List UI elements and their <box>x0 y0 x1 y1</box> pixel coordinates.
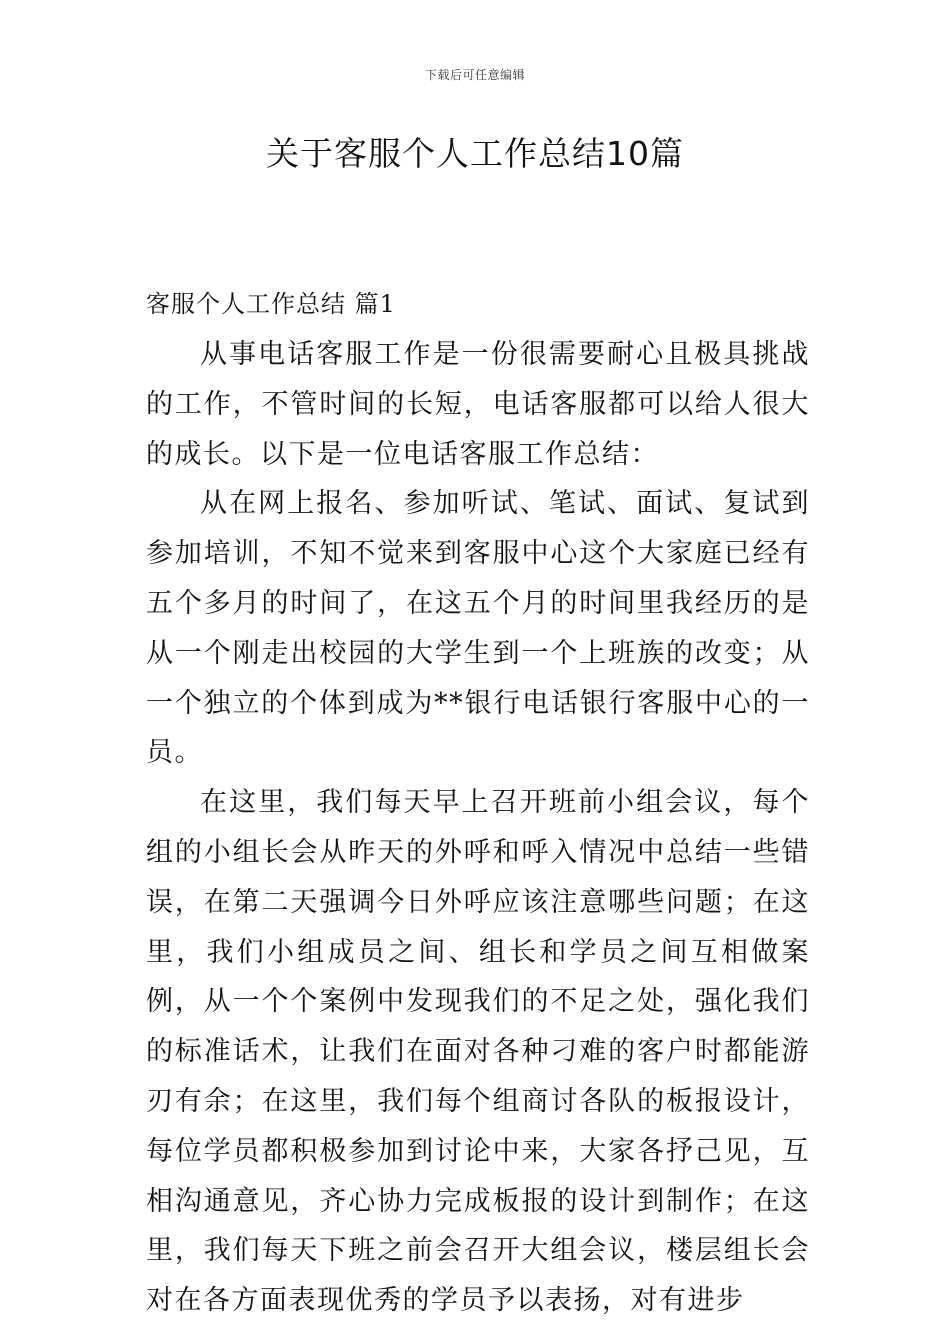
section-heading: 客服个人工作总结 篇1 <box>146 290 396 318</box>
paragraph-3: 在这里，我们每天早上召开班前小组会议，每个组的小组长会从昨天的外呼和呼入情况中总结一些错误，在第二天强调今日外呼应该注意哪些问题；在这里，我们小组成员之间、组长和学员之间互相做案例，从一个个案例中发现我们的不足之处，强化我们的标准话术，让我们在面对各种刁难的客户时都能游刃有余；在这里，我们每个组商讨各队的板报设计，每位学员都积极参加到讨论中来，大家各抒己见，互相沟通意见，齐心协力完成板报的设计到制作；在这里，我们每天下班之前会召开大组会议，楼层组长会对在各方面表现优秀的学员予以表扬，对有进步 <box>146 787 810 1317</box>
paragraph-2: 从在网上报名、参加听试、笔试、面试、复试到参加培训，不知不觉来到客服中心这个大家庭已经有五个多月的时间了，在这五个月的时间里我经历的是从一个刚走出校园的大学生到一个上班族的改变；从一个独立的个体到成为**银行电话银行客服中心的一员。 <box>146 488 810 769</box>
paragraph-1: 从事电话客服工作是一份很需要耐心且极具挑战的工作，不管时间的长短，电话客服都可以给人很大的成长。以下是一位电话客服工作总结： <box>146 339 810 470</box>
header-note: 下载后可任意编辑 <box>424 68 525 82</box>
document-title: 关于客服个人工作总结10篇 <box>266 134 684 173</box>
document-body <box>146 330 810 1326</box>
